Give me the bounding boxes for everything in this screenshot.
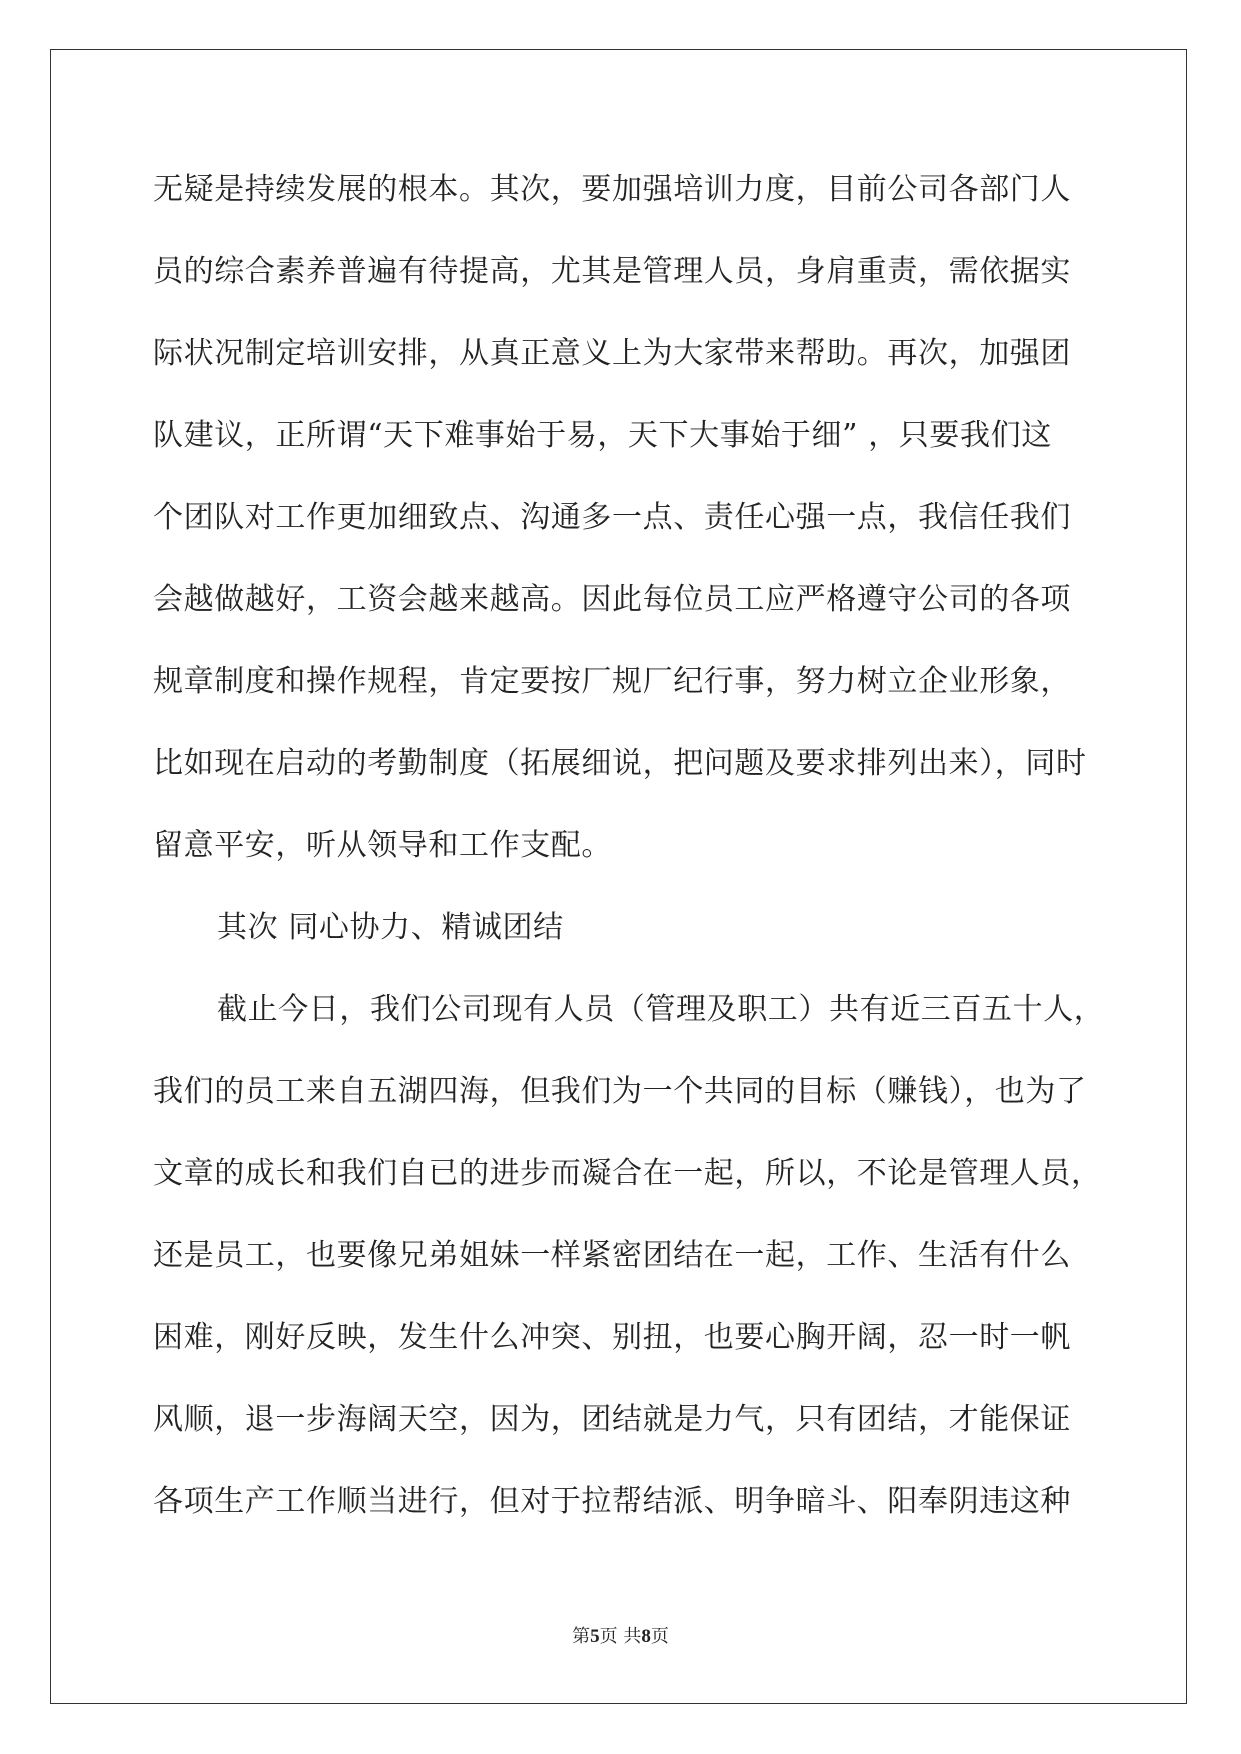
text-line: 我们的员工来自五湖四海，但我们为一个共同的目标（赚钱），也为了 (153, 1074, 1087, 1109)
text-line: 员的综合素养普遍有待提高，尤其是管理人员，身肩重责，需依据实 (153, 254, 1071, 289)
text-line: 个团队对工作更加细致点、沟通多一点、责任心强一点，我信任我们 (153, 500, 1071, 535)
text-line: 风顺，退一步海阔天空，因为，团结就是力气，只有团结，才能保证 (153, 1402, 1071, 1437)
text-line: 留意平安，听从领导和工作支配。 (153, 828, 612, 863)
page-footer (0, 1622, 1241, 1648)
footer-suffix: 页 (650, 1626, 669, 1647)
total-page-count: 8 (641, 1626, 651, 1647)
text-line: 队建议，正所谓“天下难事始于易，天下大事始于细” ，只要我们这 (153, 418, 1052, 453)
text-line: 其次 同心协力、精诚团结 (217, 910, 564, 945)
text-line: 规章制度和操作规程，肯定要按厂规厂纪行事，努力树立企业形象， (153, 664, 1071, 699)
text-line: 还是员工，也要像兄弟姐妹一样紧密团结在一起，工作、生活有什么 (153, 1238, 1071, 1273)
text-line: 比如现在启动的考勤制度（拓展细说，把问题及要求排列出来），同时 (153, 746, 1087, 781)
current-page-number: 5 (590, 1626, 600, 1647)
text-line: 无疑是持续发展的根本。其次，要加强培训力度，目前公司各部门人 (153, 172, 1071, 207)
text-line: 会越做越好，工资会越来越高。因此每位员工应严格遵守公司的各项 (153, 582, 1071, 617)
footer-prefix: 第 (572, 1626, 591, 1647)
text-line: 文章的成长和我们自已的进步而凝合在一起，所以，不论是管理人员， (153, 1156, 1102, 1191)
text-line: 各项生产工作顺当进行，但对于拉帮结派、明争暗斗、阳奉阴违这种 (153, 1484, 1071, 1519)
text-line: 截止今日，我们公司现有人员（管理及职工）共有近三百五十人， (217, 992, 1105, 1027)
document-body (153, 160, 1105, 1554)
text-line: 际状况制定培训安排，从真正意义上为大家带来帮助。再次，加强团 (153, 336, 1071, 371)
footer-middle: 页 共 (599, 1626, 642, 1647)
text-line: 困难，刚好反映，发生什么冲突、别扭，也要心胸开阔，忍一时一帆 (153, 1320, 1071, 1355)
